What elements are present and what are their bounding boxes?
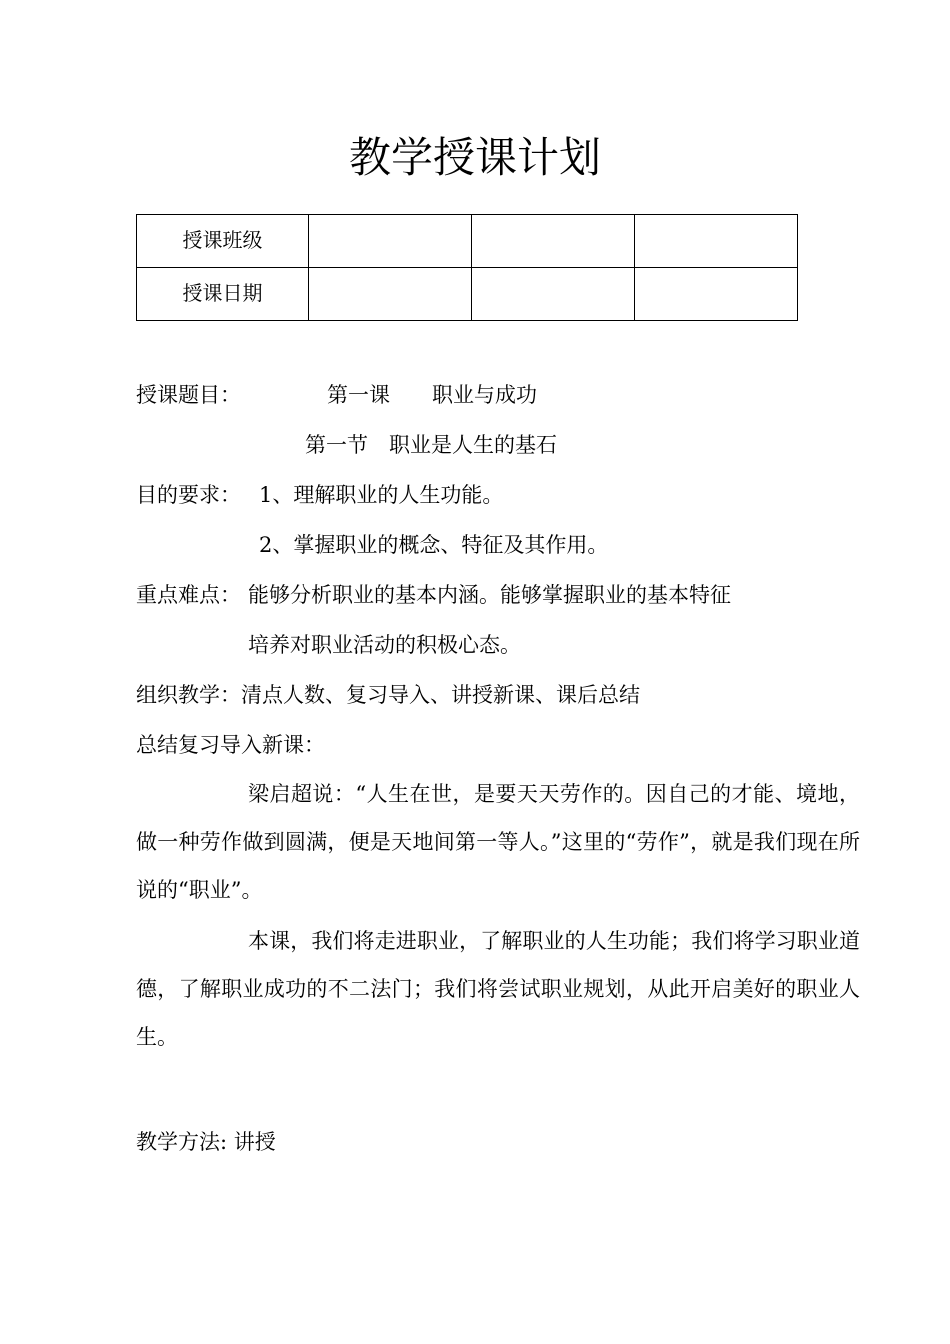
empty-cell — [472, 268, 635, 321]
table-row — [137, 268, 798, 321]
key-points-line-2: 培养对职业活动的积极心态。 — [248, 633, 521, 657]
organization-text: 组织教学：清点人数、复习导入、讲授新课、课后总结 — [136, 683, 640, 707]
empty-cell — [309, 215, 472, 268]
empty-cell — [635, 268, 798, 321]
date-label-cell: 授课日期 — [137, 268, 309, 321]
class-label-cell: 授课班级 — [137, 215, 309, 268]
empty-cell — [472, 215, 635, 268]
topic-label: 授课题目： — [136, 383, 241, 407]
review-heading: 总结复习导入新课： — [136, 733, 325, 757]
review-paragraph-2: 本课，我们将走进职业，了解职业的人生功能；我们将学习职业道德，了解职业成功的不二法门；我们将尝试职业规划，从此开启美好的职业人生。 — [136, 929, 860, 1049]
objectives-label: 目的要求： — [136, 483, 241, 507]
table-row — [137, 215, 798, 268]
topic-lesson: 第一课 职业与成功 — [327, 383, 537, 407]
topic-section: 第一节 职业是人生的基石 — [305, 433, 557, 457]
key-points-label: 重点难点： — [136, 583, 241, 607]
objective-item-2: 2、掌握职业的概念、特征及其作用。 — [259, 533, 609, 557]
empty-cell — [309, 268, 472, 321]
objective-item-1: 1、理解职业的人生功能。 — [259, 483, 504, 507]
review-paragraph-1: 梁启超说：“人生在世，是要天天劳作的。因自己的才能、境地，做一种劳作做到圆满，便是天地间第一等人。”这里的“劳作”，就是我们现在所说的“职业”。 — [136, 782, 860, 902]
document-title: 教学授课计划 — [348, 133, 601, 182]
class-info-table — [136, 214, 798, 321]
key-points-line-1: 能够分析职业的基本内涵。能够掌握职业的基本特征 — [248, 583, 731, 607]
empty-cell — [635, 215, 798, 268]
teaching-method: 教学方法: 讲授 — [136, 1130, 276, 1154]
